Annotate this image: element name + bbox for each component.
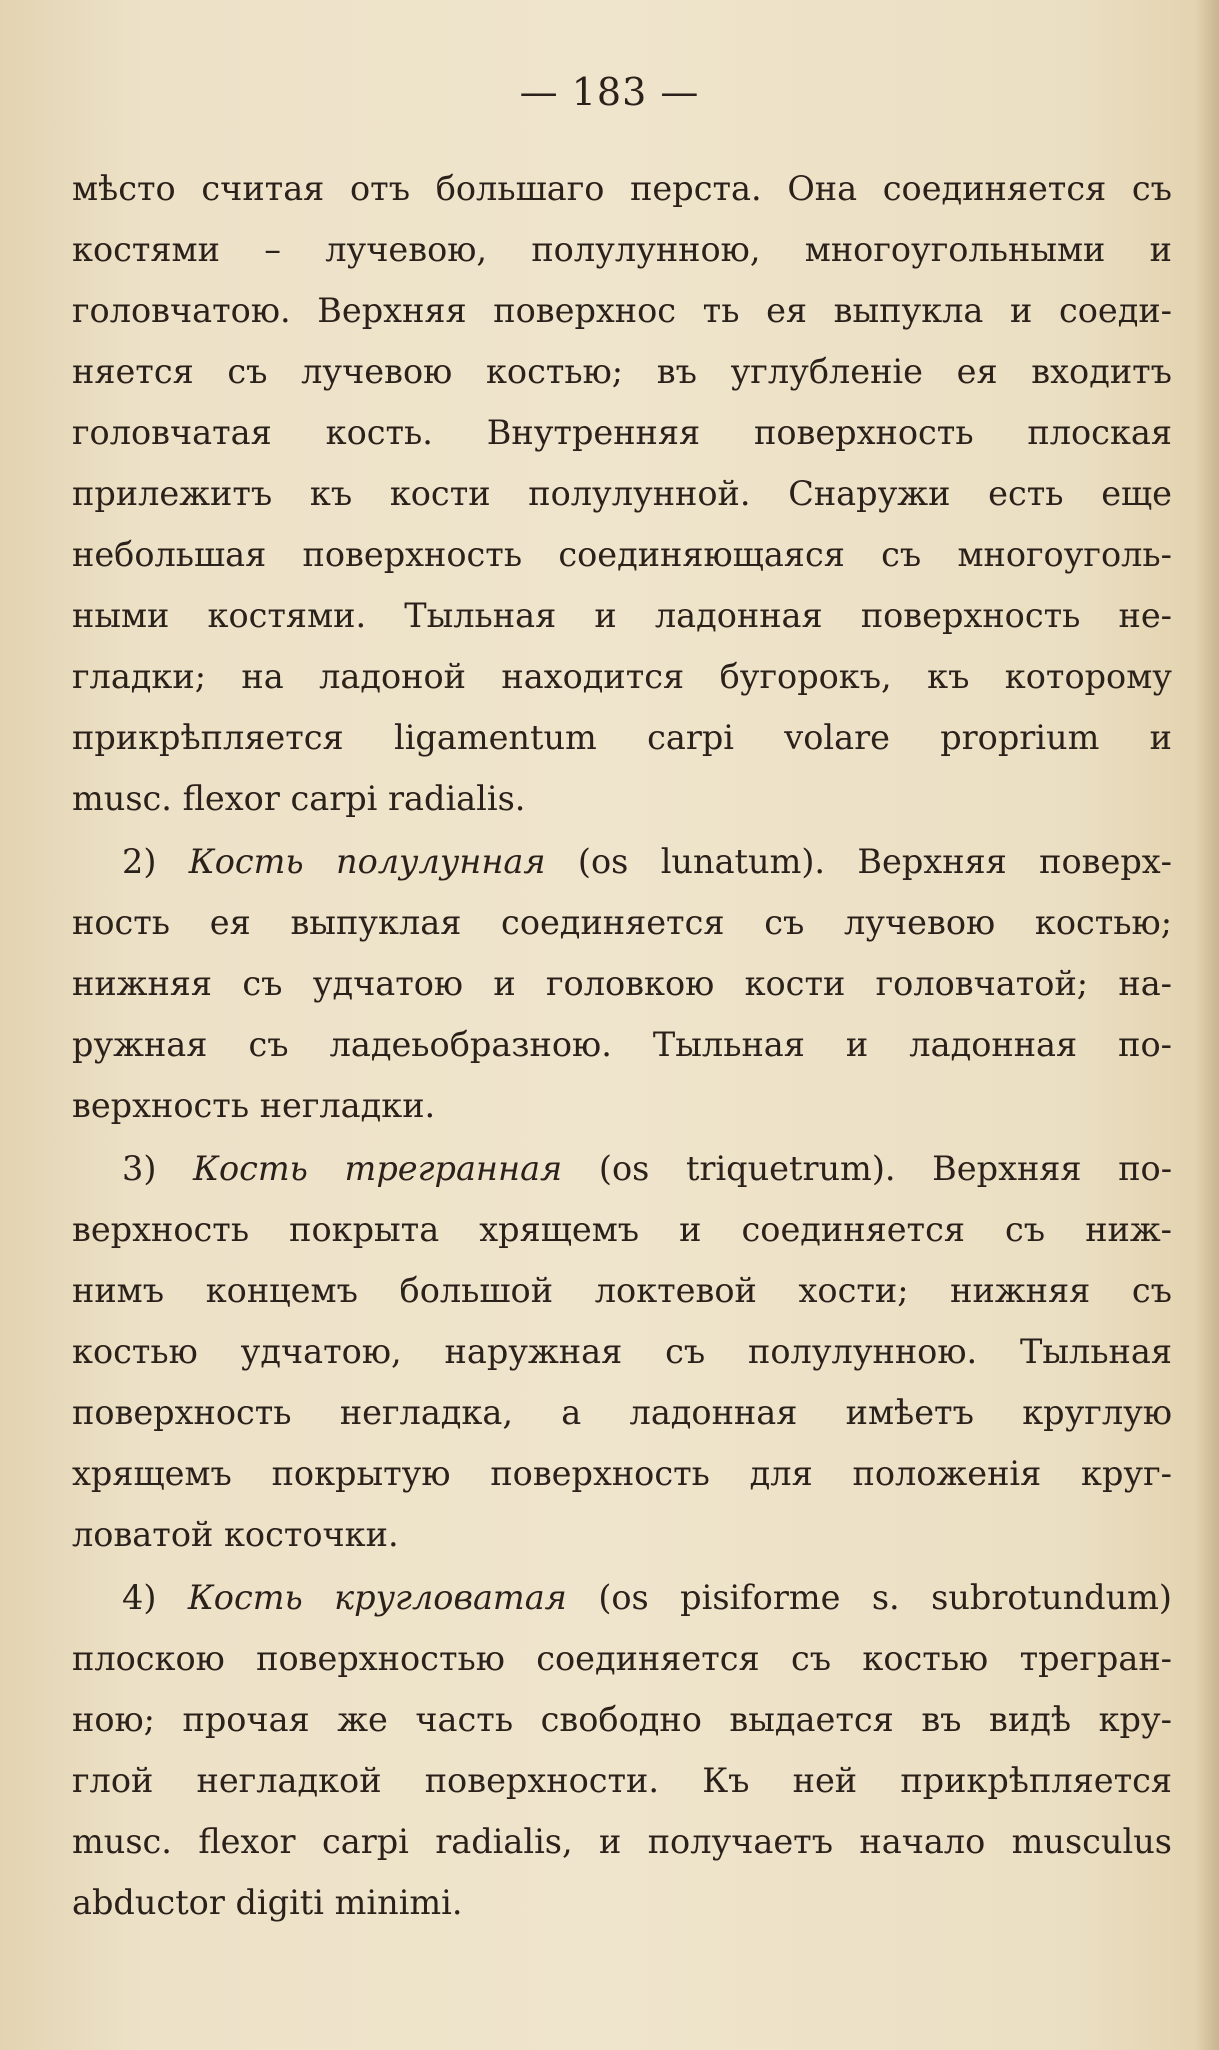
text-line: ность ея выпуклая соединяется съ лучевою костью; xyxy=(72,903,1172,942)
page-number: — 183 — xyxy=(519,70,700,114)
text-line: ловатой косточки. xyxy=(72,1515,399,1554)
text-line: нижняя съ удчатою и головкою кости головчатой; на- xyxy=(72,964,1172,1003)
text-line: хрящемъ покрытую поверхность для положенія круг- xyxy=(72,1454,1172,1493)
text-line: musc. flexor carpi radialis, и получаетъ начало musculus xyxy=(72,1822,1172,1861)
paragraph-lead-line xyxy=(72,831,1172,892)
text-run: (os pisiforme s. subrotundum) xyxy=(598,1578,1172,1617)
text-line: верхность покрыта хрящемъ и соединяется съ ниж- xyxy=(72,1210,1172,1249)
text-line: нимъ концемъ большой локтевой хости; нижняя съ xyxy=(72,1271,1172,1310)
text-line: головчатою. Верхняя поверхнос ть ея выпукла и соеди- xyxy=(72,291,1172,330)
paragraph xyxy=(72,158,1172,829)
text-line: musc. flexor carpi radialis. xyxy=(72,779,526,818)
text-line: верхность негладки. xyxy=(72,1086,436,1125)
text-line: глой негладкой поверхности. Къ ней прикрѣпляется xyxy=(72,1761,1172,1800)
text-line: abductor digiti minimi. xyxy=(72,1883,463,1922)
text-line: плоскою поверхностью соединяется съ костью трегран- xyxy=(72,1639,1172,1678)
paragraph-lead-line xyxy=(72,1138,1172,1199)
text-line: костью удчатою, наружная съ полулунною. Тыльная xyxy=(72,1332,1172,1371)
text-line: костями – лучевою, полулунною, многоугольными и xyxy=(72,230,1172,269)
text-line: няется съ лучевою костью; въ углубленіе ея входитъ xyxy=(72,352,1172,391)
text-line: поверхность негладка, а ладонная имѣетъ круглую xyxy=(72,1393,1172,1432)
item-number: 3) xyxy=(122,1149,157,1188)
text-line: прикрѣпляется ligamentum carpi volare proprium и xyxy=(72,718,1172,757)
item-number: 4) xyxy=(122,1578,157,1617)
text-line: гладки; на ладоной находится бугорокъ, къ которому xyxy=(72,657,1172,696)
section-title: Кость трегранная xyxy=(193,1149,563,1188)
item-number: 2) xyxy=(122,842,157,881)
text-run: (os lunatum). Верхняя поверх- xyxy=(577,842,1172,881)
text-line: прилежитъ къ кости полулунной. Снаружи есть еще xyxy=(72,474,1172,513)
paragraph xyxy=(72,1567,1172,1933)
text-line: небольшая поверхность соединяющаяся съ многоуголь- xyxy=(72,535,1172,574)
text-line: мѣсто считая отъ большаго перста. Она соединяется съ xyxy=(72,169,1172,208)
text-line: ружная съ ладеьобразною. Тыльная и ладонная по- xyxy=(72,1025,1172,1064)
text-run: (os triquetrum). Верхняя по- xyxy=(598,1149,1172,1188)
page-edge-shadow xyxy=(1195,0,1219,2050)
paragraph xyxy=(72,831,1172,1136)
paragraph-lead-line xyxy=(72,1567,1172,1628)
body-text xyxy=(72,158,1172,1933)
text-line: ными костями. Тыльная и ладонная поверхность не- xyxy=(72,596,1172,635)
text-line: ною; прочая же часть свободно выдается въ видѣ кру- xyxy=(72,1700,1172,1739)
section-title: Кость полулунная xyxy=(188,842,546,881)
paragraph xyxy=(72,1138,1172,1565)
section-title: Кость кругловатая xyxy=(187,1578,567,1617)
text-line: головчатая кость. Внутренняя поверхность плоская xyxy=(72,413,1172,452)
